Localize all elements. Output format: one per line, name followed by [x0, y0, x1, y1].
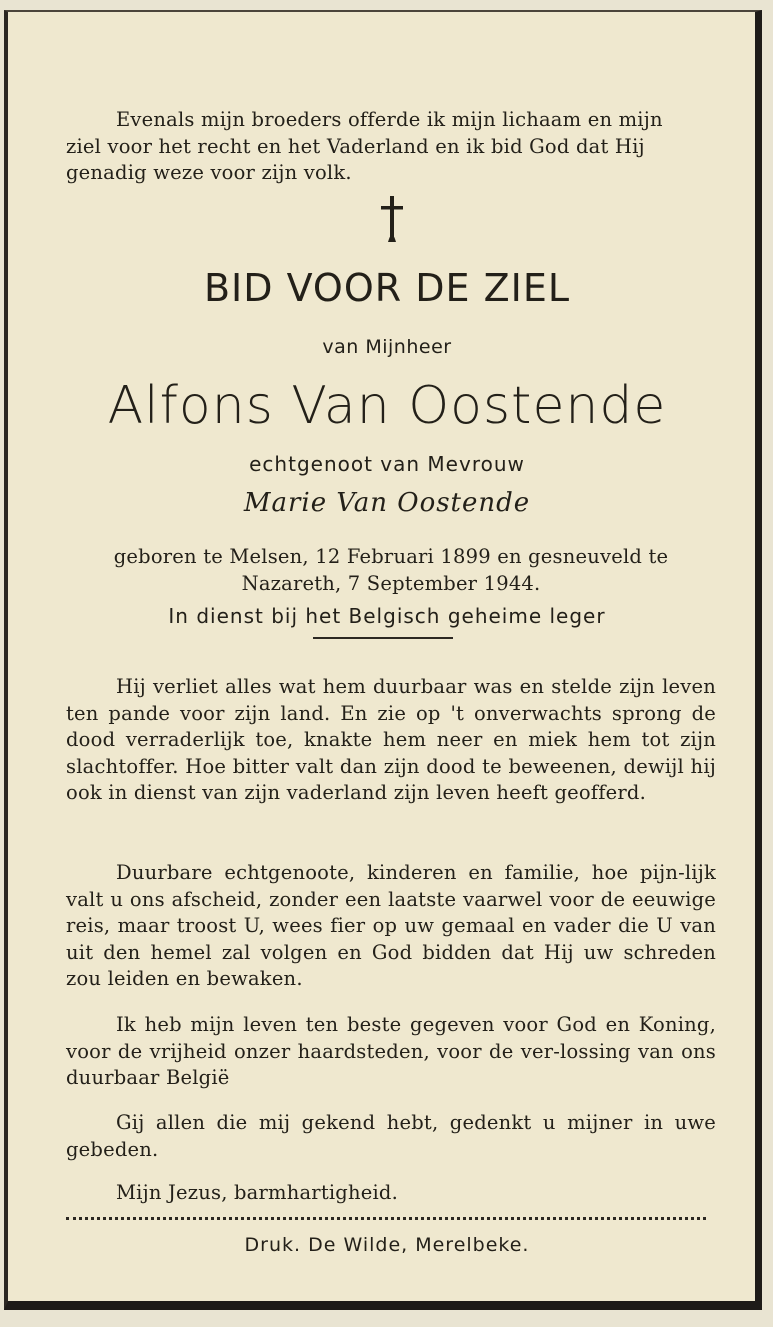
salutation: van Mijnheer [322, 336, 452, 358]
paragraph-3 [66, 1012, 716, 1092]
birth-death-line-2: Nazareth, 7 September 1944. [241, 571, 541, 595]
paragraph-1-text: Hij verliet alles wat hem duurbaar was en stelde zijn leven ten pande voor zijn land. En zie op 't onverwachts sprong de dood verraderlijk toe, knakte hem neer en miek hem tot zijn slachtoffer. Hoe bitter valt dan zijn dood te beweenen, dewijl hij ook in dienst van zijn vaderland zijn leven heeft geofferd. [66, 675, 716, 804]
paragraph-5-text: Mijn Jezus, barmhartigheid. [116, 1181, 398, 1204]
printer-credit: Druk. De Wilde, Merelbeke. [244, 1234, 530, 1256]
paragraph-4-text: Gij allen die mij gekend hebt, gedenkt u mijner in uwe gebeden. [66, 1111, 716, 1161]
paragraph-2-text: Duurbare echtgenoote, kinderen en familie, hoe pijn-lijk valt u ons afscheid, zonder een laatste vaarwel voor de eeuwige reis, maar troost U, wees fier op uw gemaal en vader die U van uit den hemel zal volgen en God bidden dat Hij uw schreden zou leiden en bewaken. [66, 861, 716, 990]
dotted-separator [66, 1217, 706, 1220]
paragraph-1 [66, 674, 716, 807]
memorial-card [4, 10, 762, 1310]
paragraph-3-text: Ik heb mijn leven ten beste gegeven voor God en Koning, voor de vrijheid onzer haardsteden, voor de ver-lossing van ons duurbaar België [66, 1013, 716, 1089]
paragraph-4 [66, 1110, 716, 1163]
birth-death [66, 544, 716, 597]
spouse-name: Marie Van Oostende [243, 488, 531, 518]
intro-line-1: Evenals mijn broeders offerde ik mijn lichaam en mijn [116, 108, 663, 131]
divider [313, 637, 453, 639]
service-line: In dienst bij het Belgisch geheime leger [168, 604, 606, 628]
intro-line-2: ziel voor het recht en het Vaderland en ik bid God dat Hij [66, 134, 645, 158]
intro-text [66, 107, 716, 187]
intro-line-3: genadig weze voor zijn volk. [66, 161, 352, 184]
cross-icon [377, 192, 407, 244]
spouse-label: echtgenoot van Mevrouw [249, 452, 525, 476]
deceased-name: Alfons Van Oostende [107, 376, 667, 436]
birth-death-line-1: geboren te Melsen, 12 Februari 1899 en gesneuveld te [113, 545, 669, 568]
paragraph-2 [66, 860, 716, 993]
paragraph-5 [66, 1180, 716, 1207]
page-title: BID VOOR DE ZIEL [203, 266, 570, 310]
